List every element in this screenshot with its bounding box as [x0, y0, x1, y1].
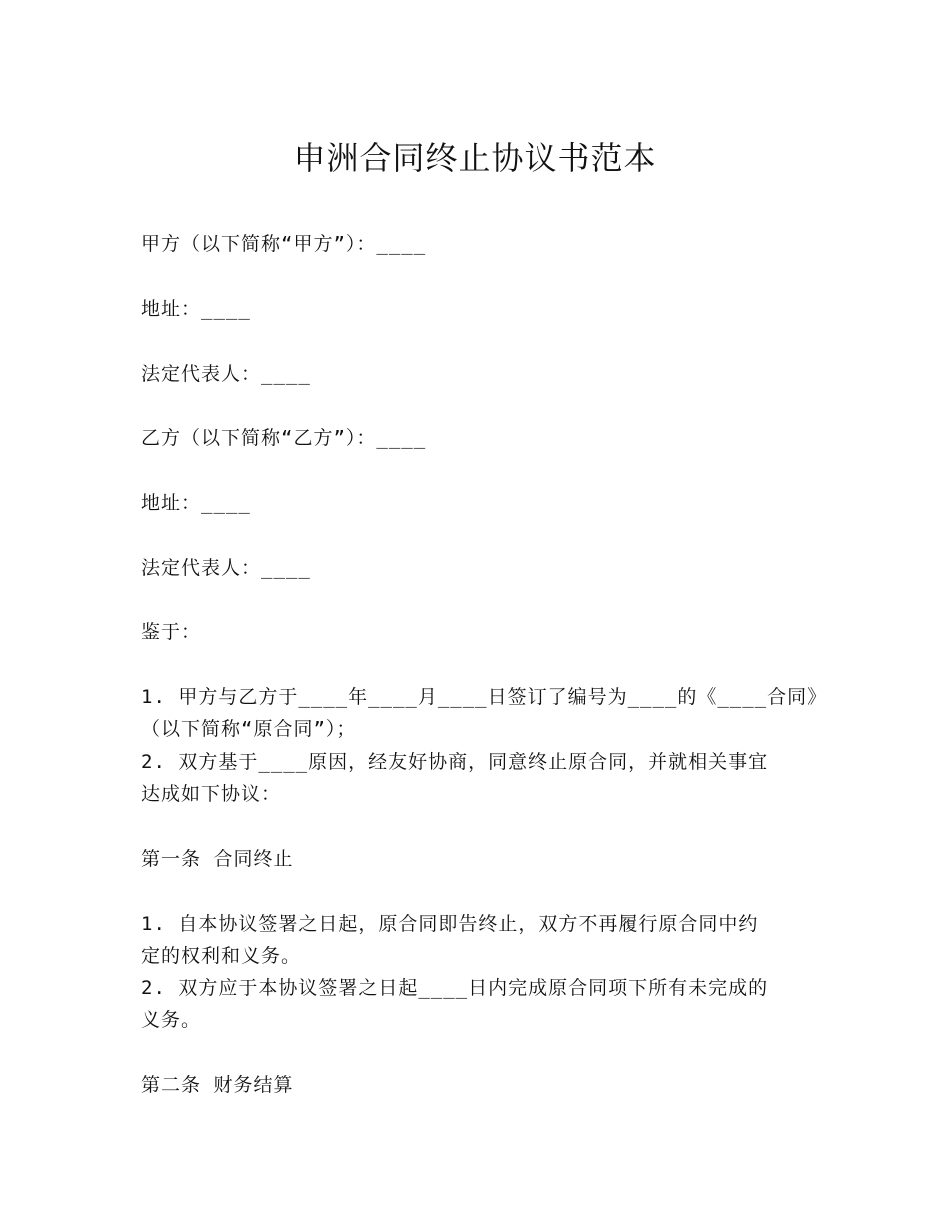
whereas-item-2-continued: 达成如下协议： — [141, 783, 282, 805]
whereas-item-2: 2. 双方基于____原因，经友好协商，同意终止原合同，并就相关事宜 — [141, 751, 769, 773]
whereas-item-1-continued: （以下简称“原合同”）； — [141, 718, 357, 740]
party-a-line: 甲方（以下简称“甲方”）：____ — [141, 233, 427, 255]
article-1-item-2: 2. 双方应于本协议签署之日起____日内完成原合同项下所有未完成的 — [141, 977, 769, 999]
party-b-line: 乙方（以下简称“乙方”）：____ — [141, 427, 427, 449]
whereas-heading: 鉴于： — [141, 621, 202, 643]
article-1-item-1-continued: 定的权利和义务。 — [141, 945, 302, 967]
party-b-representative: 法定代表人：____ — [141, 557, 311, 579]
article-1-item-1: 1. 自本协议签署之日起，原合同即告终止，双方不再履行原合同中约 — [141, 913, 759, 935]
page-title: 申洲合同终止协议书范本 — [293, 139, 657, 177]
party-a-representative: 法定代表人：____ — [141, 363, 311, 385]
whereas-item-1: 1. 甲方与乙方于____年____月____日签订了编号为____的《____合同》 — [141, 686, 828, 708]
article-1-item-2-continued: 义务。 — [141, 1009, 202, 1031]
article-1-heading: 第一条 合同终止 — [141, 848, 294, 870]
party-b-address: 地址：____ — [141, 492, 251, 514]
article-2-heading: 第二条 财务结算 — [141, 1074, 294, 1096]
party-a-address: 地址：____ — [141, 298, 251, 320]
